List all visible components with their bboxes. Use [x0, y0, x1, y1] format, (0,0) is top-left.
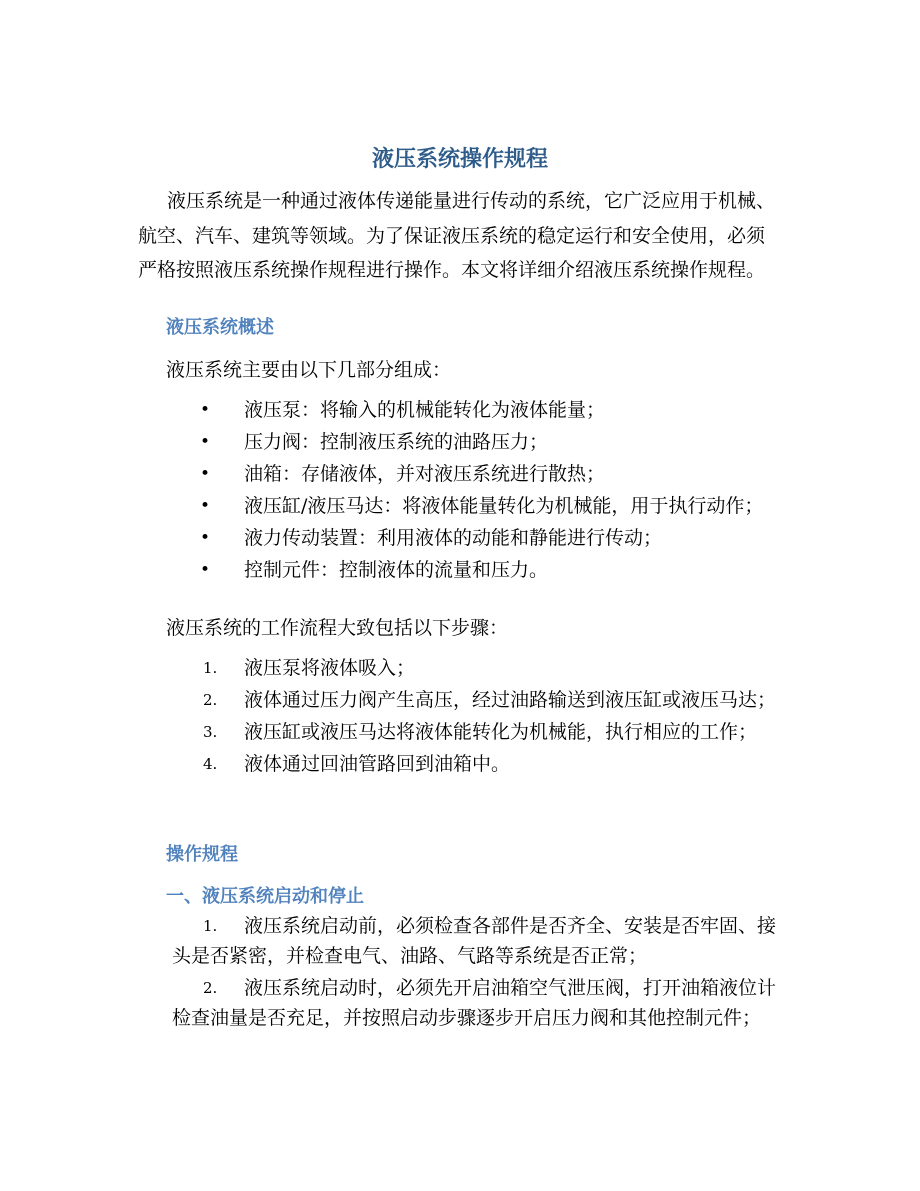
list-item-text: 液压系统启动时，必须先开启油箱空气泄压阀，打开油箱液位计检查油量是否充足，并按照启动步骤逐步开启压力阀和其他控制元件；: [172, 977, 777, 1029]
list-item-text: 压力阀：控制液压系统的油路压力；: [244, 431, 549, 453]
list-item-text: 液力传动装置：利用液体的动能和静能进行传动；: [244, 527, 663, 549]
list-item-text: 液压缸或液压马达将液体能转化为机械能，执行相应的工作；: [244, 721, 758, 743]
list-item-text: 液压泵将液体吸入；: [244, 657, 416, 679]
intro-paragraph: 液压系统是一种通过液体传递能量进行传动的系统，它广泛应用于机械、航空、汽车、建筑等领域。为了保证液压系统的稳定运行和安全使用，必须严格按照液压系统操作规程进行操作。本文将详细介绍液压系统操作规程。: [138, 190, 776, 281]
number-marker: 1.: [203, 659, 218, 677]
workflow-intro: 液压系统的工作流程大致包括以下步骤：: [166, 617, 509, 639]
bullet-marker: •: [200, 464, 211, 484]
list-item: [0, 749, 920, 779]
document-title: 液压系统操作规程: [371, 147, 548, 172]
operation-heading: 操作规程: [166, 844, 238, 865]
number-marker: 1.: [203, 917, 218, 935]
list-item-text: 液压缸/液压马达：将液体能量转化为机械能，用于执行动作；: [244, 495, 764, 517]
list-item-text: 液压系统启动前，必须检查各部件是否齐全、安装是否牢固、接头是否紧密，并检查电气、油路、气路等系统是否正常；: [172, 915, 777, 967]
bullet-marker: •: [200, 496, 211, 516]
list-item: [0, 459, 920, 489]
number-marker: 2.: [203, 691, 218, 709]
list-item: [0, 653, 920, 683]
bullet-marker: •: [200, 432, 211, 452]
list-item: [0, 395, 920, 425]
list-item: [0, 491, 920, 521]
number-marker: 2.: [203, 979, 218, 997]
overview-heading: 液压系统概述: [166, 317, 274, 338]
list-item: [0, 555, 920, 585]
number-marker: 4.: [203, 755, 218, 773]
list-item: [0, 973, 920, 1033]
list-item: [0, 717, 920, 747]
components-list: [0, 395, 920, 585]
bullet-marker: •: [200, 528, 211, 548]
list-item-text: 油箱：存储液体，并对液压系统进行散热；: [244, 463, 606, 485]
list-item: [0, 523, 920, 553]
list-item-text: 液体通过压力阀产生高压，经过油路输送到液压缸或液压马达；: [244, 689, 777, 711]
list-item-text: 液体通过回油管路回到油箱中。: [244, 753, 511, 775]
list-item-text: 液压泵：将输入的机械能转化为液体能量；: [244, 399, 606, 421]
section1-steps: [0, 911, 920, 1033]
list-item: [0, 427, 920, 457]
workflow-list: [0, 653, 920, 779]
list-item-text: 控制元件：控制液体的流量和压力。: [244, 559, 549, 581]
number-marker: 3.: [203, 723, 218, 741]
bullet-marker: •: [200, 560, 211, 580]
bullet-marker: •: [200, 400, 211, 420]
section1-heading: 一、液压系统启动和停止: [166, 886, 364, 907]
list-item: [0, 685, 920, 715]
components-intro: 液压系统主要由以下几部分组成：: [166, 359, 452, 381]
list-item: [0, 911, 920, 971]
